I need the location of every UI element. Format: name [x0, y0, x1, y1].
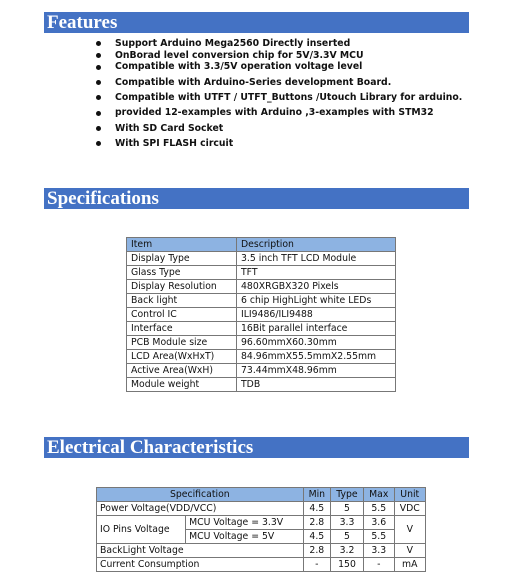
- spec-item: Display Resolution: [127, 280, 237, 294]
- backlight-voltage-max: 3.3: [363, 544, 394, 558]
- spec-description: ILI9486/ILI9488: [237, 308, 396, 322]
- features-list: [96, 38, 462, 149]
- electrical-heading: Electrical Characteristics: [44, 437, 469, 458]
- backlight-voltage-label: BackLight Voltage: [97, 544, 304, 558]
- table-row: [127, 364, 396, 378]
- io-sub-min: 4.5: [303, 530, 330, 544]
- table-row: [127, 280, 396, 294]
- spec-description: 84.96mmX55.5mmX2.55mm: [237, 350, 396, 364]
- specifications-table: [126, 237, 396, 392]
- electrical-table: [96, 487, 426, 572]
- current-consumption-type: 150: [330, 558, 363, 572]
- table-row: [97, 502, 426, 516]
- feature-item: Compatible with UTFT / UTFT_Buttons /Utouch Library for arduino.: [96, 92, 462, 104]
- table-row: [127, 378, 396, 392]
- column-header-specification: Specification: [97, 488, 304, 502]
- features-heading: Features: [44, 12, 469, 33]
- current-consumption-max: -: [363, 558, 394, 572]
- column-header-description: Description: [237, 238, 396, 252]
- specifications-heading: Specifications: [44, 188, 469, 209]
- io-sub-max: 3.6: [363, 516, 394, 530]
- spec-description: 3.5 inch TFT LCD Module: [237, 252, 396, 266]
- table-row: [127, 308, 396, 322]
- backlight-voltage-unit: V: [394, 544, 425, 558]
- spec-description: 73.44mmX48.96mm: [237, 364, 396, 378]
- io-voltage-unit: V: [394, 516, 425, 544]
- io-sub-type: 3.3: [330, 516, 363, 530]
- feature-item: With SD Card Socket: [96, 123, 462, 135]
- spec-item: Back light: [127, 294, 237, 308]
- spec-item: Interface: [127, 322, 237, 336]
- spec-description: 480XRGBX320 Pixels: [237, 280, 396, 294]
- spec-description: TDB: [237, 378, 396, 392]
- power-voltage-unit: VDC: [394, 502, 425, 516]
- spec-description: 6 chip HighLight white LEDs: [237, 294, 396, 308]
- column-header-max: Max: [363, 488, 394, 502]
- io-sub-label: MCU Voltage = 3.3V: [186, 516, 304, 530]
- feature-item: OnBorad level conversion chip for 5V/3.3V MCU: [96, 50, 462, 62]
- current-consumption-label: Current Consumption: [97, 558, 304, 572]
- power-voltage-label: Power Voltage(VDD/VCC): [97, 502, 304, 516]
- power-voltage-min: 4.5: [303, 502, 330, 516]
- spec-item: Glass Type: [127, 266, 237, 280]
- spec-item: PCB Module size: [127, 336, 237, 350]
- current-consumption-min: -: [303, 558, 330, 572]
- table-row: [127, 294, 396, 308]
- io-sub-label: MCU Voltage = 5V: [186, 530, 304, 544]
- column-header-unit: Unit: [394, 488, 425, 502]
- table-row: [127, 336, 396, 350]
- table-row: [97, 544, 426, 558]
- table-row: [127, 266, 396, 280]
- column-header-item: Item: [127, 238, 237, 252]
- feature-item: With SPI FLASH circuit: [96, 138, 462, 150]
- power-voltage-max: 5.5: [363, 502, 394, 516]
- table-row: [97, 516, 426, 530]
- table-row: [127, 350, 396, 364]
- table-header-row: [127, 238, 396, 252]
- spec-description: 16Bit parallel interface: [237, 322, 396, 336]
- feature-item: provided 12-examples with Arduino ,3-examples with STM32: [96, 107, 462, 119]
- backlight-voltage-min: 2.8: [303, 544, 330, 558]
- feature-item: Compatible with 3.3/5V operation voltage level: [96, 61, 462, 73]
- feature-item: Compatible with Arduino-Series development Board.: [96, 77, 462, 89]
- io-sub-max: 5.5: [363, 530, 394, 544]
- backlight-voltage-type: 3.2: [330, 544, 363, 558]
- spec-item: Display Type: [127, 252, 237, 266]
- spec-item: Active Area(WxH): [127, 364, 237, 378]
- column-header-min: Min: [303, 488, 330, 502]
- table-row: [127, 322, 396, 336]
- spec-item: Control IC: [127, 308, 237, 322]
- spec-item: LCD Area(WxHxT): [127, 350, 237, 364]
- current-consumption-unit: mA: [394, 558, 425, 572]
- table-header-row: [97, 488, 426, 502]
- table-row: [127, 252, 396, 266]
- spec-description: 96.60mmX60.30mm: [237, 336, 396, 350]
- table-row: [97, 558, 426, 572]
- column-header-type: Type: [330, 488, 363, 502]
- spec-description: TFT: [237, 266, 396, 280]
- feature-item: Support Arduino Mega2560 Directly inserted: [96, 38, 462, 50]
- io-sub-min: 2.8: [303, 516, 330, 530]
- io-voltage-label: IO Pins Voltage: [97, 516, 186, 544]
- io-sub-type: 5: [330, 530, 363, 544]
- power-voltage-type: 5: [330, 502, 363, 516]
- spec-item: Module weight: [127, 378, 237, 392]
